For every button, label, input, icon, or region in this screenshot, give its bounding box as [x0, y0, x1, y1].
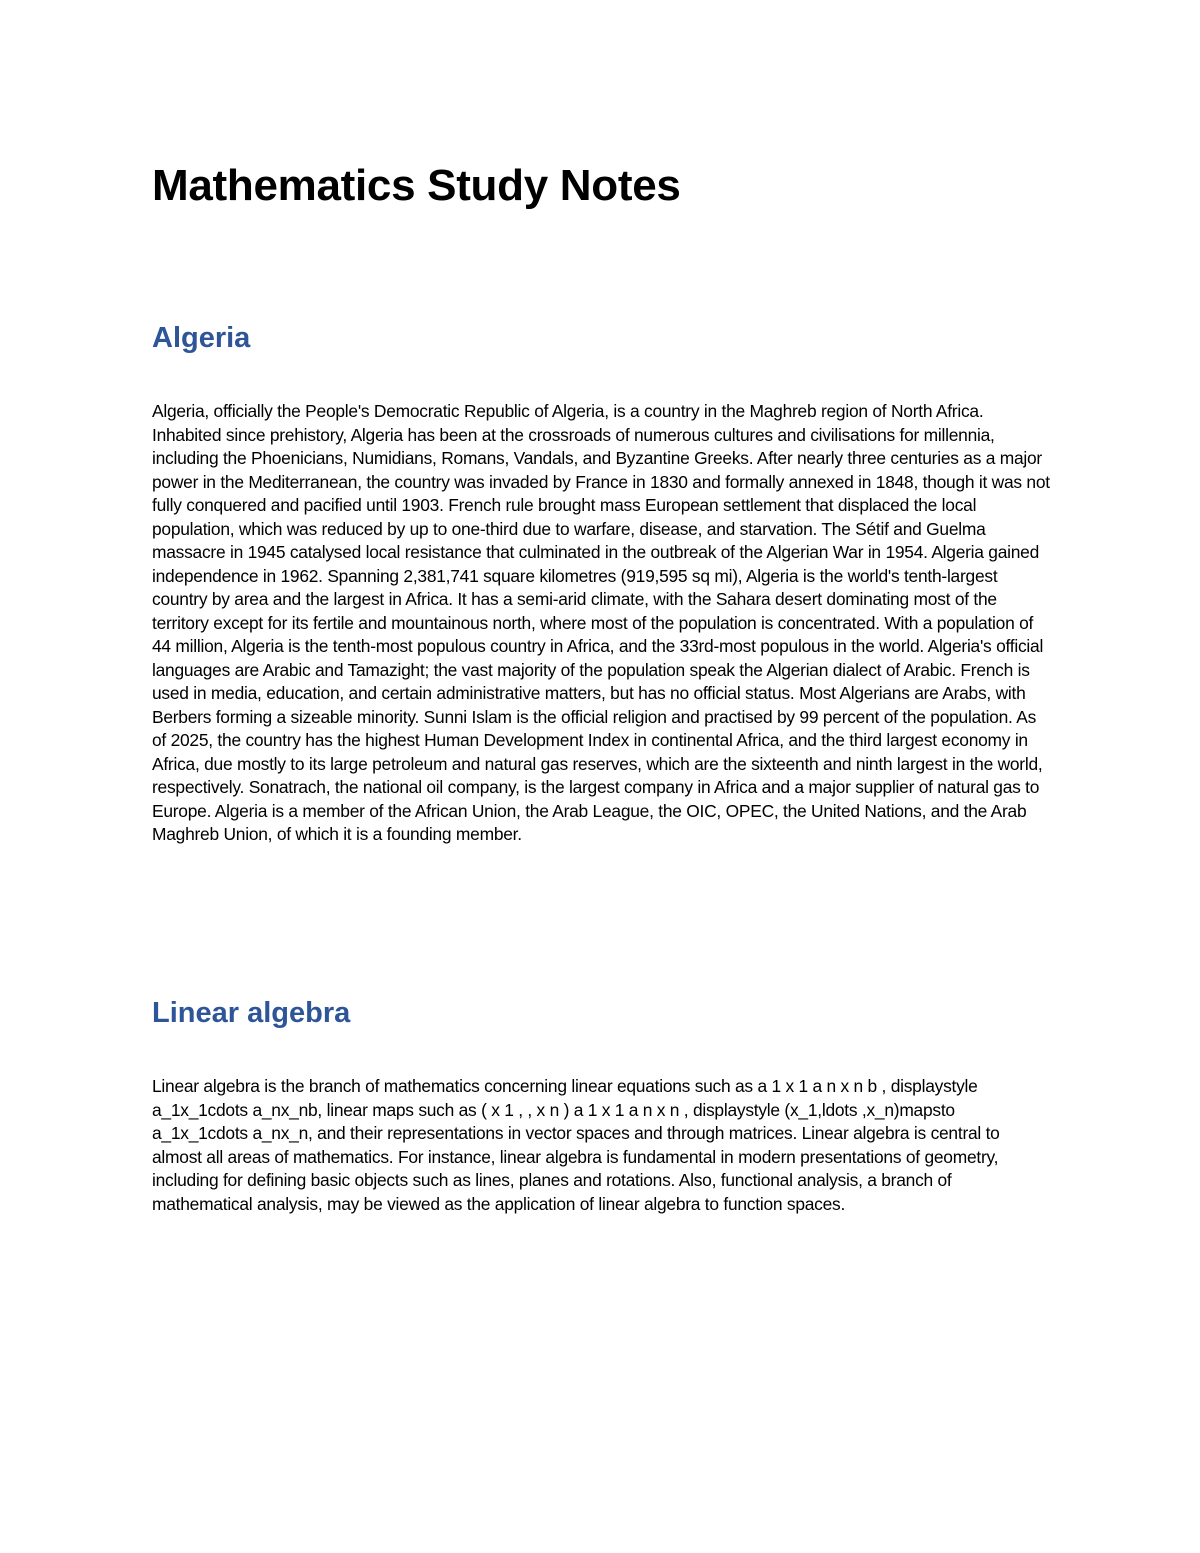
document-title: Mathematics Study Notes	[152, 161, 681, 210]
section-body-linear-algebra: Linear algebra is the branch of mathematics concerning linear equations such as a 1 x 1 a n x n b , displaystyle a_1x_1cdots a_nx_nb, linear maps such as ( x 1 , , x n ) a 1 x 1 a n x n , displaystyle (x_1,ldots ,x_n)mapsto a_1x_1cdots a_nx_n, and their representations in vector spaces and through matrices. Linear algebra is central to almost all areas of mathematics. For instance, linear algebra is fundamental in modern presentations of geometry, including for defining basic objects such as lines, planes and rotations. Also, functional analysis, a branch of mathematical analysis, may be viewed as the application of linear algebra to function spaces.	[152, 1076, 1000, 1214]
section-heading-linear-algebra: Linear algebra	[152, 997, 351, 1029]
section-body-algeria: Algeria, officially the People's Democratic Republic of Algeria, is a country in the Maghreb region of North Africa. Inhabited since prehistory, Algeria has been at the crossroads of numerous cultures and civilisations for millennia, including the Phoenicians, Numidians, Romans, Vandals, and Byzantine Greeks. After nearly three centuries as a major power in the Mediterranean, the country was invaded by France in 1830 and formally annexed in 1848, though it was not fully conquered and pacified until 1903. French rule brought mass European settlement that displaced the local population, which was reduced by up to one-third due to warfare, disease, and starvation. The Sétif and Guelma massacre in 1945 catalysed local resistance that culminated in the outbreak of the Algerian War in 1954. Algeria gained independence in 1962. Spanning 2,381,741 square kilometres (919,595 sq mi), Algeria is the world's tenth-largest country by area and the largest in Africa. It has a semi-arid climate, with the Sahara desert dominating most of the territory except for its fertile and mountainous north, where most of the population is concentrated. With a population of 44 million, Algeria is the tenth-most populous country in Africa, and the 33rd-most populous in the world. Algeria's official languages are Arabic and Tamazight; the vast majority of the population speak the Algerian dialect of Arabic. French is used in media, education, and certain administrative matters, but has no official status. Most Algerians are Arabs, with Berbers forming a sizeable minority. Sunni Islam is the official religion and practised by 99 percent of the population. As of 2025, the country has the highest Human Development Index in continental Africa, and the third largest economy in Africa, due mostly to its large petroleum and natural gas reserves, which are the sixteenth and ninth largest in the world, respectively. Sonatrach, the national oil company, is the largest company in Africa and a major supplier of natural gas to Europe. Algeria is a member of the African Union, the Arab League, the OIC, OPEC, the United Nations, and the Arab Maghreb Union, of which it is a founding member.	[152, 401, 1050, 844]
section-heading-algeria: Algeria	[152, 322, 251, 354]
